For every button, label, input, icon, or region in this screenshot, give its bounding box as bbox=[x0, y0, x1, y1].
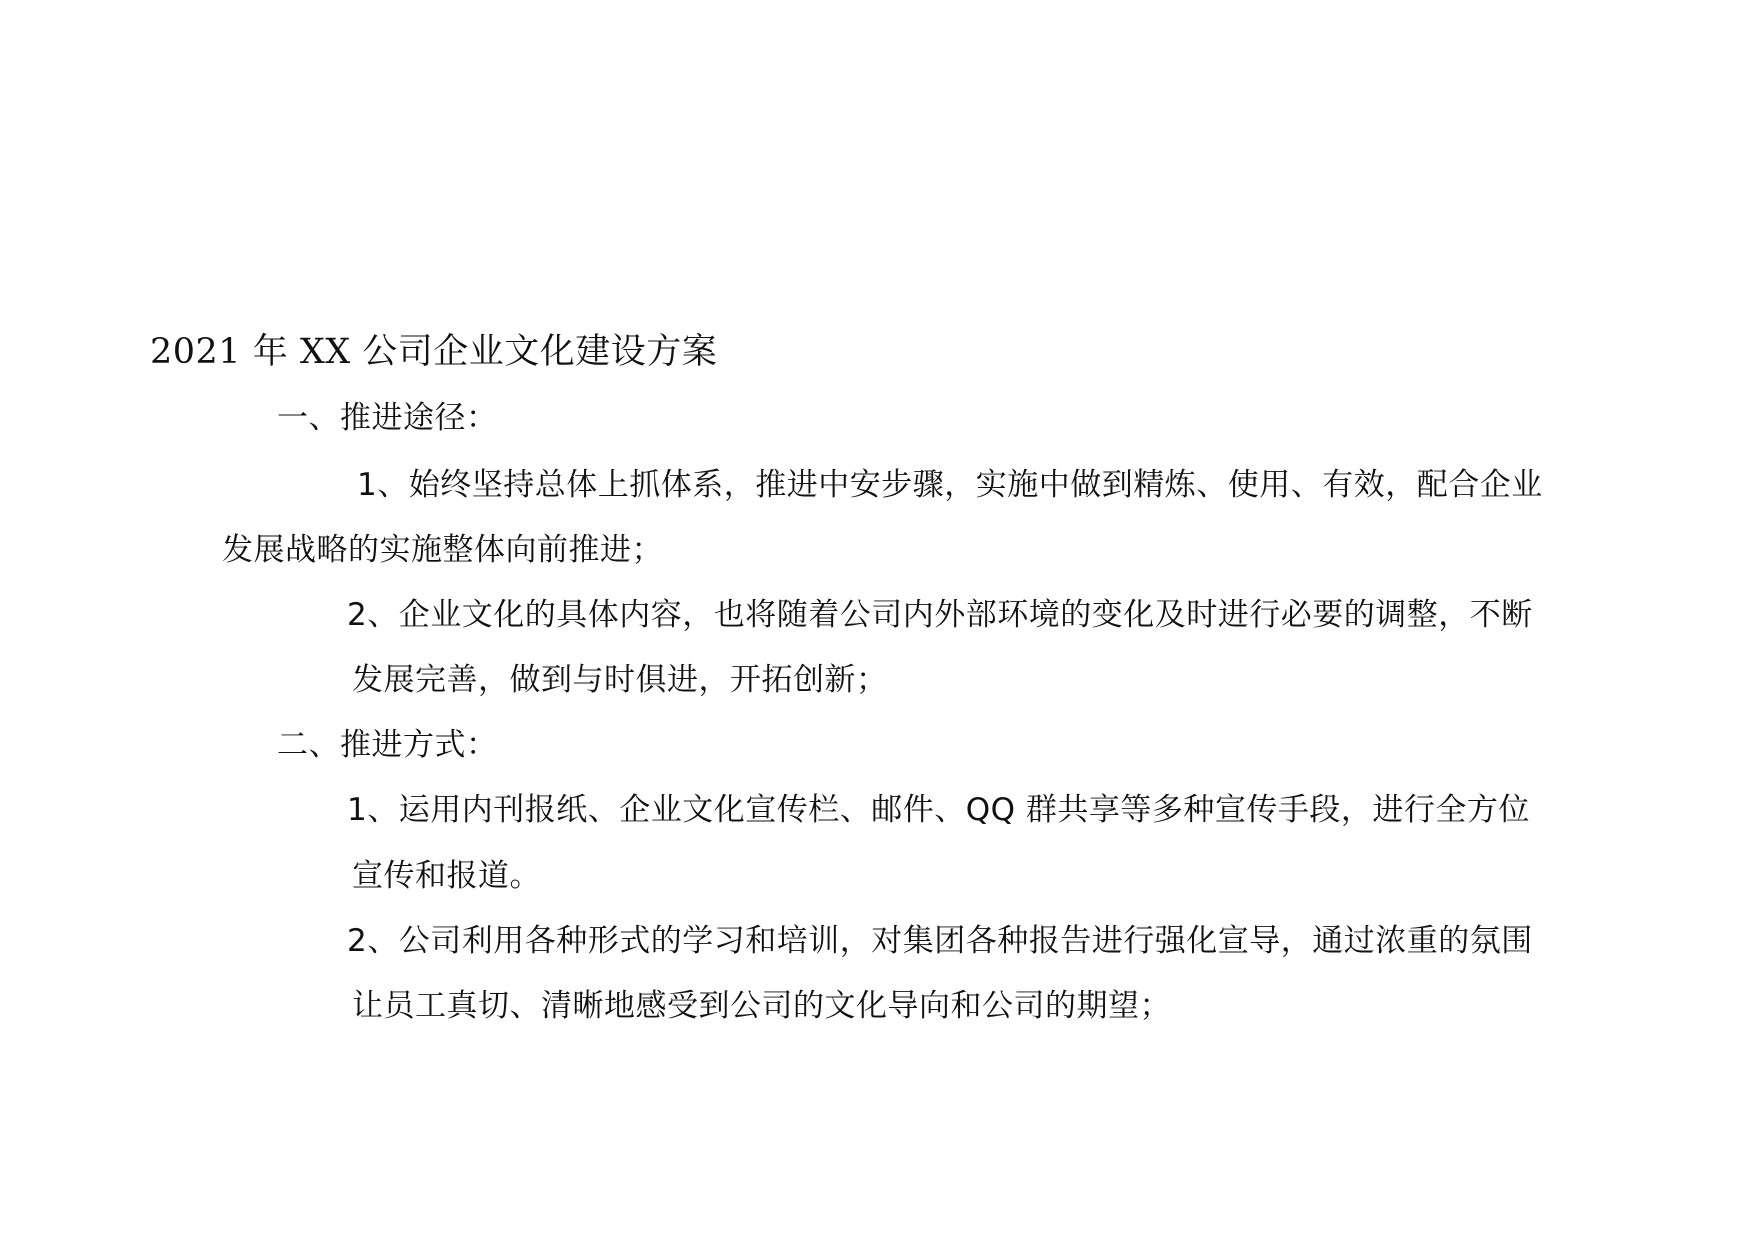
document-title: 2021 年 XX 公司企业文化建设方案 bbox=[150, 332, 718, 372]
paragraph-line: 让员工真切、清晰地感受到公司的文化导向和公司的期望； bbox=[352, 988, 1171, 1024]
section-heading-method: 二、推进方式： bbox=[277, 727, 498, 763]
paragraph-line: 1、始终坚持总体上抓体系，推进中安步骤，实施中做到精炼、使用、有效，配合企业 bbox=[357, 467, 1543, 503]
paragraph-line: 1、运用内刊报纸、企业文化宣传栏、邮件、QQ 群共享等多种宣传手段，进行全方位 bbox=[347, 792, 1530, 828]
paragraph-line: 发展战略的实施整体向前推进； bbox=[222, 532, 663, 568]
paragraph-line: 发展完善，做到与时俱进，开拓创新； bbox=[352, 662, 888, 698]
paragraph-line: 2、企业文化的具体内容，也将随着公司内外部环境的变化及时进行必要的调整，不断 bbox=[347, 597, 1533, 633]
paragraph-line: 2、公司利用各种形式的学习和培训，对集团各种报告进行强化宣导，通过浓重的氛围 bbox=[347, 923, 1533, 959]
paragraph-line: 宣传和报道。 bbox=[352, 858, 541, 894]
section-heading-approach: 一、推进途径： bbox=[277, 400, 498, 436]
